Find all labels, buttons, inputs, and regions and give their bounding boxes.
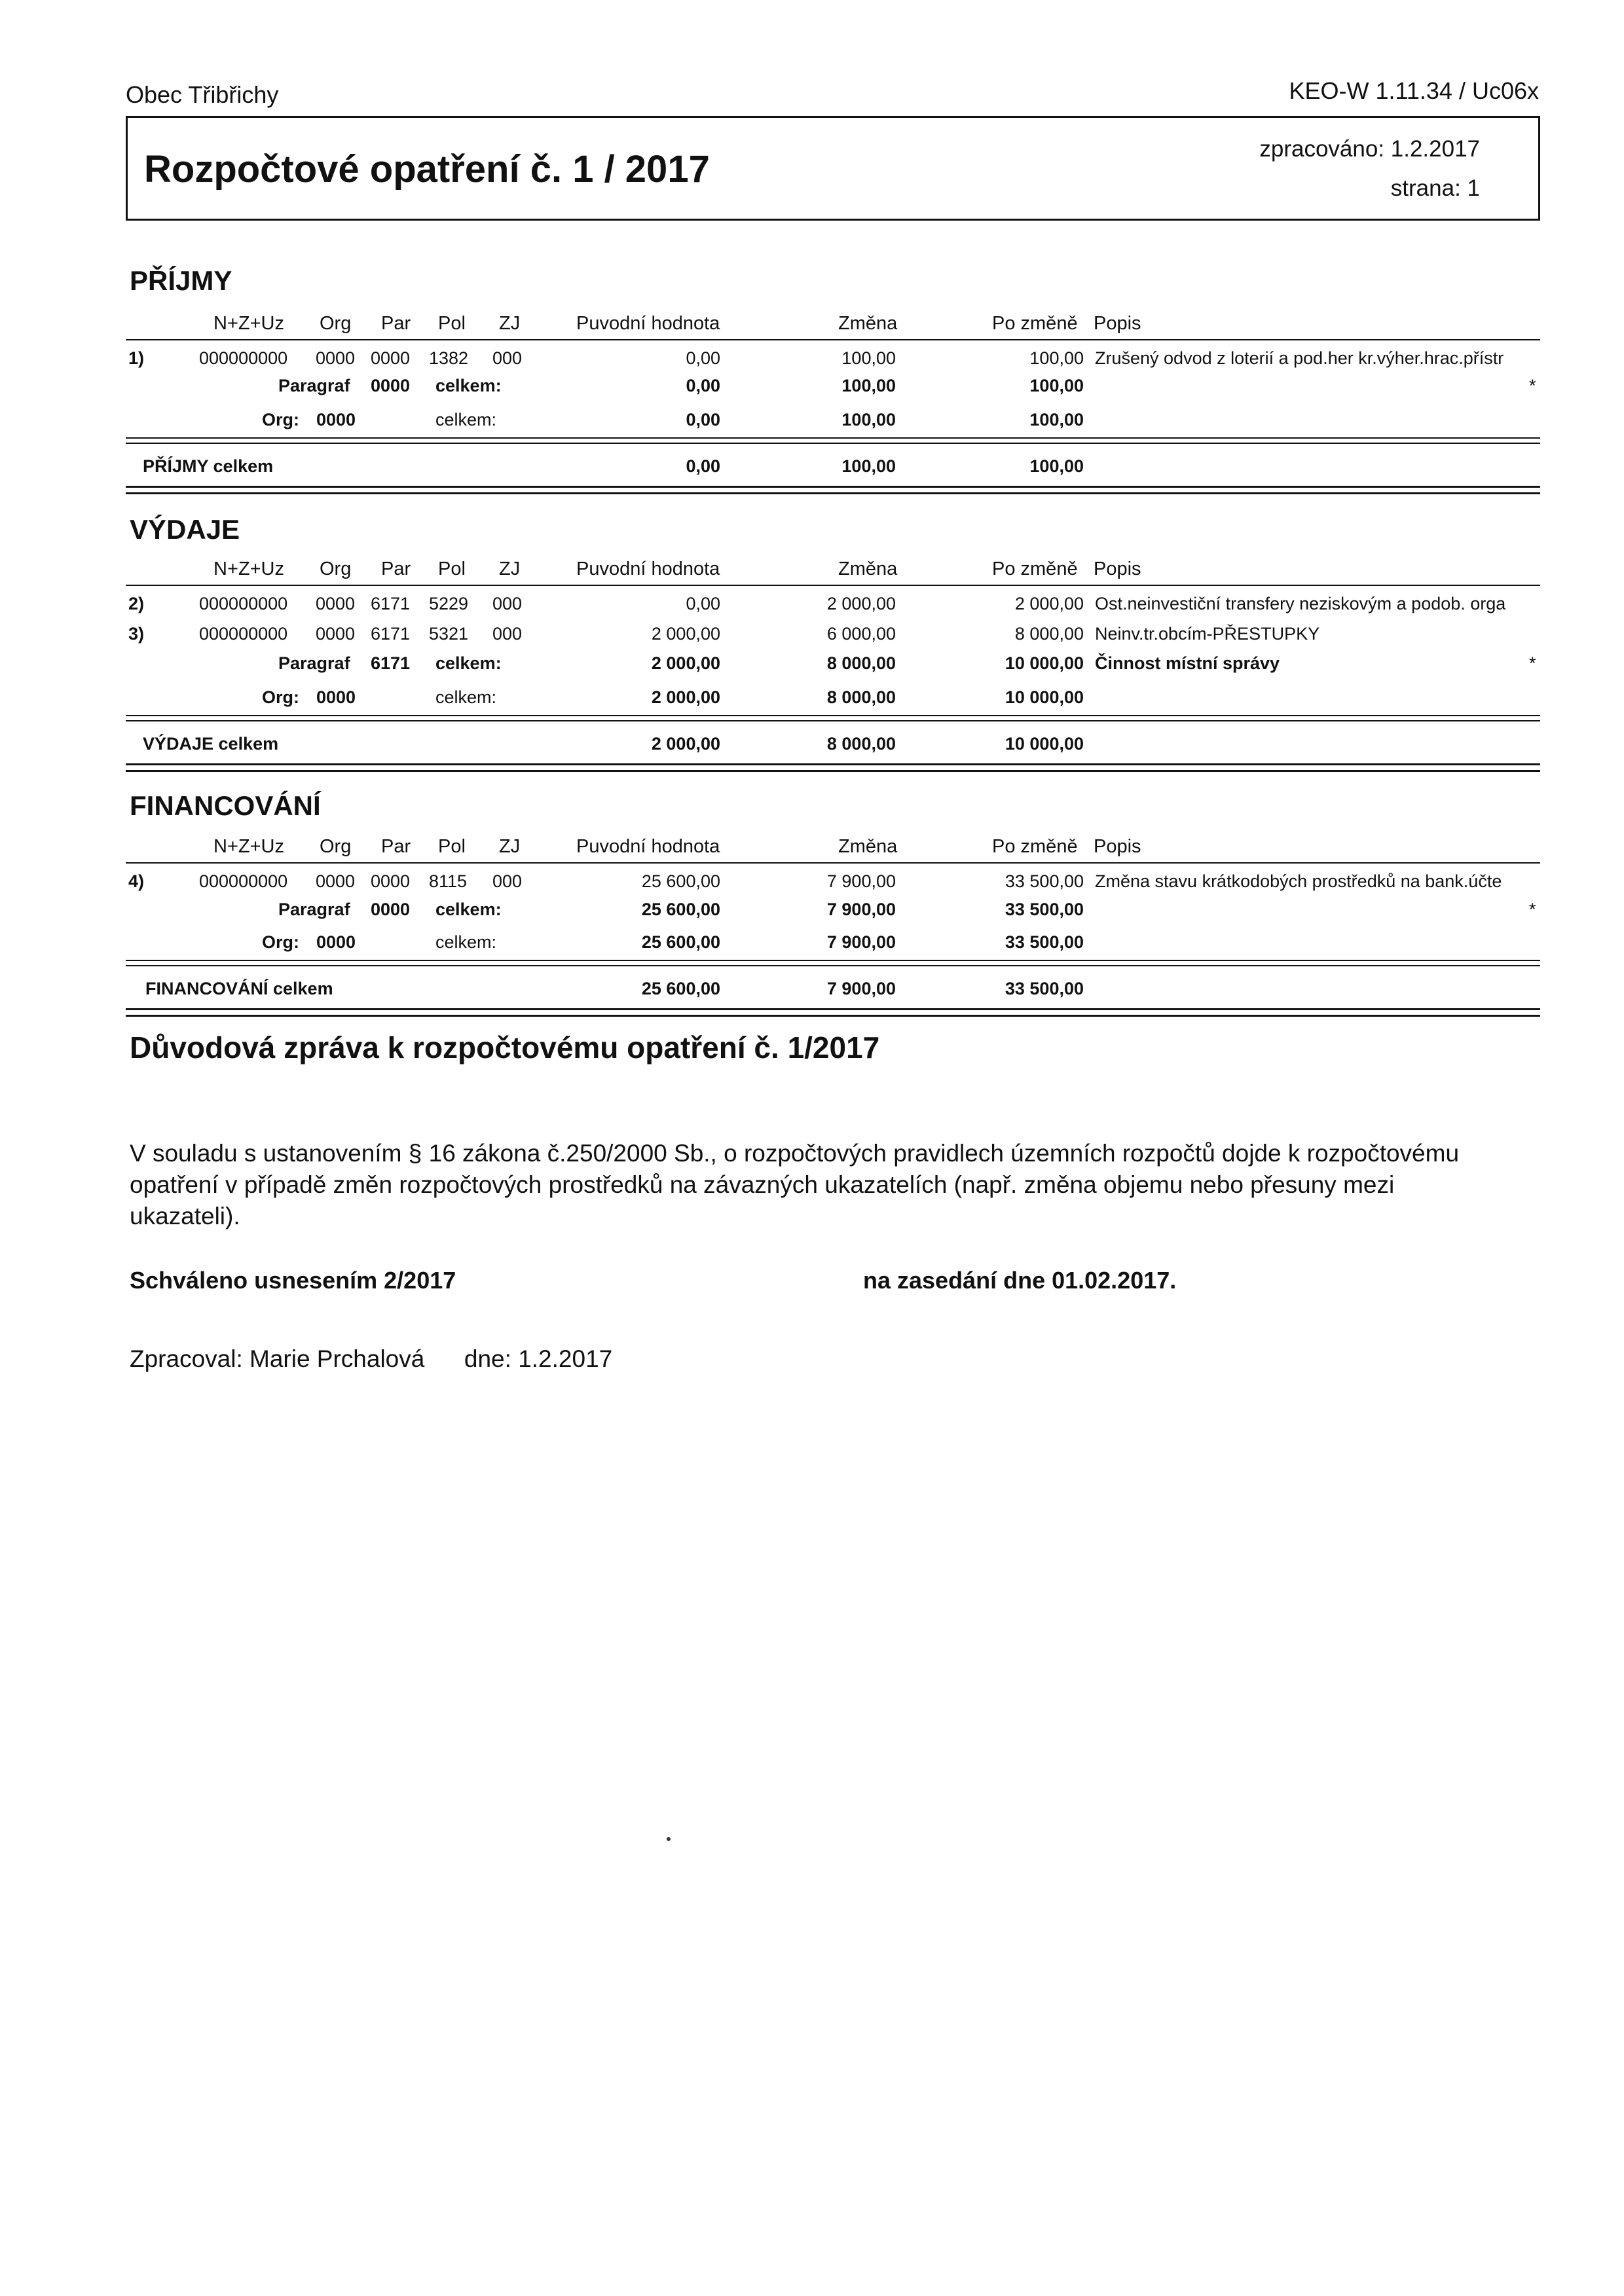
cell-change: 100,00 bbox=[841, 348, 896, 368]
org-label: Org: bbox=[262, 932, 299, 952]
paragraf-original: 25 600,00 bbox=[641, 900, 720, 919]
paragraf-label: Paragraf bbox=[278, 653, 350, 673]
paragraf-change: 7 900,00 bbox=[826, 900, 896, 919]
header-rule bbox=[126, 862, 1540, 864]
cell-zj: 000 bbox=[492, 348, 523, 368]
total-after: 10 000,00 bbox=[1005, 734, 1084, 754]
star-marker: * bbox=[1529, 653, 1536, 673]
cell-par: 6171 bbox=[371, 594, 411, 613]
subtotal-rule bbox=[126, 443, 1540, 444]
org-code: 0000 bbox=[316, 410, 356, 429]
subtotal-rule bbox=[126, 437, 1540, 439]
col-after: Po změně bbox=[992, 558, 1078, 579]
cell-par: 6171 bbox=[371, 624, 411, 644]
total-label: PŘÍJMY celkem bbox=[143, 456, 274, 476]
cell-par: 0000 bbox=[371, 871, 411, 891]
paragraf-code: 6171 bbox=[371, 653, 411, 673]
org-original: 0,00 bbox=[686, 410, 720, 429]
cell-original: 0,00 bbox=[686, 348, 720, 368]
total-rule bbox=[126, 1008, 1540, 1010]
org-change: 100,00 bbox=[841, 410, 896, 429]
org-after: 10 000,00 bbox=[1005, 687, 1084, 707]
cell-nzuz: 000000000 bbox=[199, 348, 288, 368]
total-original: 2 000,00 bbox=[651, 734, 720, 754]
total-original: 0,00 bbox=[686, 456, 720, 476]
municipality-name: Obec Třibřichy bbox=[126, 81, 279, 108]
cell-org: 0000 bbox=[316, 624, 356, 644]
row-number: 3) bbox=[128, 624, 145, 644]
cell-desc: Změna stavu krátkodobých prostředků na bank.účte bbox=[1095, 871, 1502, 891]
cell-zj: 000 bbox=[492, 871, 523, 891]
col-nzuz: N+Z+Uz bbox=[213, 558, 284, 579]
page-number: strana: 1 bbox=[1390, 175, 1480, 201]
total-label: FINANCOVÁNÍ celkem bbox=[145, 979, 333, 998]
section-title-financovani: FINANCOVÁNÍ bbox=[130, 790, 321, 821]
col-zj: ZJ bbox=[499, 558, 521, 579]
reason-line-2: opatření v případě změn rozpočtových prostředků na závazných ukazatelích (např. změna objemu nebo přesuny mezi bbox=[130, 1171, 1395, 1198]
row-number: 2) bbox=[128, 594, 145, 613]
reason-title: Důvodová zpráva k rozpočtovému opatření č. 1/2017 bbox=[130, 1030, 880, 1065]
total-rule bbox=[126, 770, 1540, 772]
approval-label: Schváleno usnesením bbox=[130, 1267, 378, 1294]
total-original: 25 600,00 bbox=[641, 979, 720, 998]
total-after: 33 500,00 bbox=[1005, 979, 1084, 998]
celkem-label: celkem: bbox=[435, 932, 497, 952]
signoff-line bbox=[130, 1345, 612, 1373]
celkem-label: celkem: bbox=[435, 653, 502, 673]
col-after: Po změně bbox=[992, 836, 1078, 857]
cell-desc: Ost.neinvestiční transfery neziskovým a podob. orga bbox=[1095, 594, 1506, 613]
cell-original: 2 000,00 bbox=[651, 624, 720, 644]
total-change: 7 900,00 bbox=[826, 979, 896, 998]
total-rule bbox=[126, 492, 1540, 494]
col-par: Par bbox=[381, 313, 411, 334]
paragraf-after: 33 500,00 bbox=[1005, 900, 1084, 919]
col-nzuz: N+Z+Uz bbox=[213, 313, 284, 334]
col-change: Změna bbox=[838, 313, 898, 334]
total-rule bbox=[126, 1015, 1540, 1017]
total-rule bbox=[126, 763, 1540, 765]
cell-after: 2 000,00 bbox=[1014, 594, 1084, 613]
org-code: 0000 bbox=[316, 687, 356, 707]
paragraf-after: 10 000,00 bbox=[1005, 653, 1084, 673]
cell-org: 0000 bbox=[316, 348, 356, 368]
col-org: Org bbox=[320, 558, 352, 579]
star-marker: * bbox=[1529, 376, 1536, 395]
paragraf-original: 2 000,00 bbox=[651, 653, 720, 673]
org-after: 33 500,00 bbox=[1005, 932, 1084, 952]
paragraf-change: 100,00 bbox=[841, 376, 896, 395]
col-change: Změna bbox=[838, 558, 898, 579]
subtotal-rule bbox=[126, 960, 1540, 961]
org-original: 2 000,00 bbox=[651, 687, 720, 707]
col-zj: ZJ bbox=[499, 836, 521, 857]
reason-paragraph bbox=[130, 1138, 1518, 1232]
cell-original: 0,00 bbox=[686, 594, 720, 613]
celkem-label: celkem: bbox=[435, 410, 497, 429]
org-change: 7 900,00 bbox=[826, 932, 896, 952]
col-after: Po změně bbox=[992, 313, 1078, 334]
approval-number: 2/2017 bbox=[384, 1267, 456, 1294]
subtotal-rule bbox=[126, 720, 1540, 721]
celkem-label: celkem: bbox=[435, 900, 502, 919]
org-change: 8 000,00 bbox=[826, 687, 896, 707]
celkem-label: celkem: bbox=[435, 376, 502, 395]
cell-nzuz: 000000000 bbox=[199, 594, 288, 613]
celkem-label: celkem: bbox=[435, 687, 497, 707]
paragraf-label: Paragraf bbox=[278, 376, 350, 395]
col-org: Org bbox=[320, 313, 352, 334]
cell-after: 100,00 bbox=[1029, 348, 1084, 368]
org-label: Org: bbox=[262, 687, 299, 707]
col-pol: Pol bbox=[438, 836, 466, 857]
cell-change: 6 000,00 bbox=[826, 624, 896, 644]
cell-change: 2 000,00 bbox=[826, 594, 896, 613]
total-change: 100,00 bbox=[841, 456, 896, 476]
cell-original: 25 600,00 bbox=[641, 871, 720, 891]
cell-zj: 000 bbox=[492, 624, 523, 644]
subtotal-rule bbox=[126, 965, 1540, 966]
col-desc: Popis bbox=[1094, 558, 1141, 579]
reason-line-1: V souladu s ustanovením § 16 zákona č.250/2000 Sb., o rozpočtových pravidlech územních rozpočtů dojde k rozpočtovému bbox=[130, 1140, 1460, 1167]
header-rule bbox=[126, 585, 1540, 586]
org-label: Org: bbox=[262, 410, 299, 429]
paragraf-desc: Činnost místní správy bbox=[1095, 653, 1280, 673]
col-par: Par bbox=[381, 558, 411, 579]
paragraf-label: Paragraf bbox=[278, 900, 350, 919]
cell-org: 0000 bbox=[316, 594, 356, 613]
session-date: na zasedání dne 01.02.2017. bbox=[863, 1267, 1177, 1294]
cell-after: 8 000,00 bbox=[1014, 624, 1084, 644]
row-number: 1) bbox=[128, 348, 145, 368]
cell-pol: 5229 bbox=[429, 594, 469, 613]
col-pol: Pol bbox=[438, 558, 466, 579]
cell-desc: Zrušený odvod z loterií a pod.her kr.výher.hrac.přístr bbox=[1095, 348, 1504, 368]
scan-speck bbox=[667, 1837, 671, 1841]
cell-par: 0000 bbox=[371, 348, 411, 368]
row-number: 4) bbox=[128, 871, 145, 891]
cell-pol: 1382 bbox=[429, 348, 469, 368]
org-original: 25 600,00 bbox=[641, 932, 720, 952]
org-after: 100,00 bbox=[1029, 410, 1084, 429]
total-rule bbox=[126, 486, 1540, 488]
cell-after: 33 500,00 bbox=[1005, 871, 1084, 891]
document-title: Rozpočtové opatření č. 1 / 2017 bbox=[144, 148, 710, 191]
cell-pol: 8115 bbox=[429, 871, 468, 891]
cell-nzuz: 000000000 bbox=[199, 624, 288, 644]
col-original: Puvodní hodnota bbox=[576, 313, 720, 334]
org-code: 0000 bbox=[316, 932, 356, 952]
paragraf-original: 0,00 bbox=[686, 376, 720, 395]
processor-name: Zpracoval: Marie Prchalová bbox=[130, 1345, 425, 1372]
cell-org: 0000 bbox=[316, 871, 356, 891]
col-zj: ZJ bbox=[499, 313, 521, 334]
paragraf-code: 0000 bbox=[371, 376, 411, 395]
processed-date: zpracováno: 1.2.2017 bbox=[1259, 136, 1480, 162]
total-change: 8 000,00 bbox=[826, 734, 896, 754]
col-pol: Pol bbox=[438, 313, 466, 334]
col-par: Par bbox=[381, 836, 411, 857]
total-after: 100,00 bbox=[1029, 456, 1084, 476]
col-desc: Popis bbox=[1094, 836, 1141, 857]
cell-pol: 5321 bbox=[429, 624, 469, 644]
cell-nzuz: 000000000 bbox=[199, 871, 288, 891]
col-desc: Popis bbox=[1094, 313, 1141, 334]
cell-change: 7 900,00 bbox=[826, 871, 896, 891]
system-version: KEO-W 1.11.34 / Uc06x bbox=[1289, 77, 1539, 104]
subtotal-rule bbox=[126, 715, 1540, 716]
section-title-vydaje: VÝDAJE bbox=[130, 514, 240, 545]
header-rule bbox=[126, 339, 1540, 340]
reason-line-3: ukazateli). bbox=[130, 1203, 240, 1230]
cell-zj: 000 bbox=[492, 594, 523, 613]
col-org: Org bbox=[320, 836, 352, 857]
approval-line bbox=[130, 1267, 456, 1294]
star-marker: * bbox=[1529, 900, 1536, 919]
processor-date: dne: 1.2.2017 bbox=[464, 1345, 613, 1372]
col-original: Puvodní hodnota bbox=[576, 558, 720, 579]
paragraf-after: 100,00 bbox=[1029, 376, 1084, 395]
col-change: Změna bbox=[838, 836, 898, 857]
total-label: VÝDAJE celkem bbox=[143, 734, 279, 754]
paragraf-code: 0000 bbox=[371, 900, 411, 919]
cell-desc: Neinv.tr.obcím-PŘESTUPKY bbox=[1095, 624, 1320, 644]
col-nzuz: N+Z+Uz bbox=[213, 836, 284, 857]
col-original: Puvodní hodnota bbox=[576, 836, 720, 857]
section-title-prijmy: PŘÍJMY bbox=[130, 265, 232, 296]
paragraf-change: 8 000,00 bbox=[826, 653, 896, 673]
